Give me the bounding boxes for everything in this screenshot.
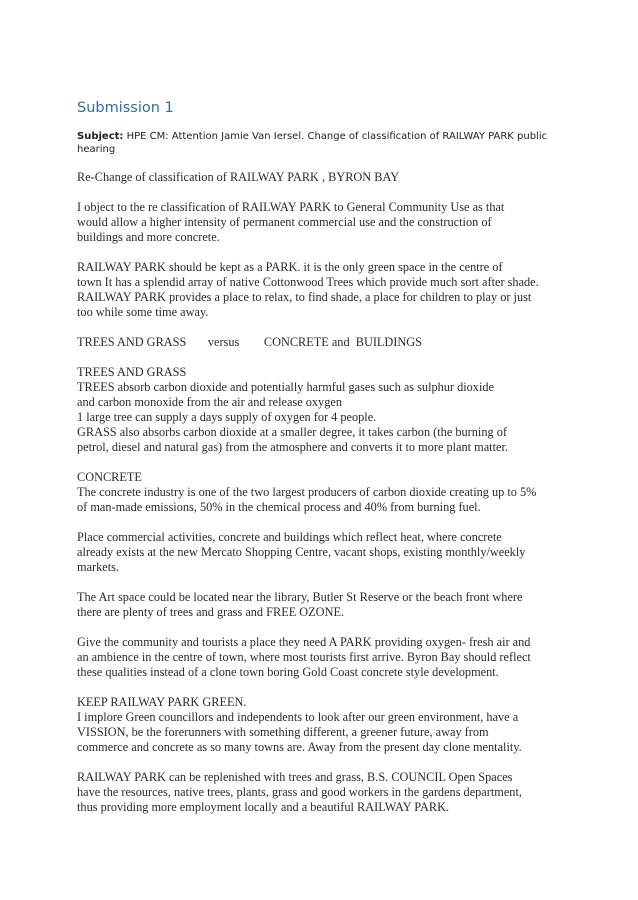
text-line: and carbon monoxide from the air and release oxygen <box>77 395 342 409</box>
paragraph <box>77 260 567 320</box>
text-line: I object to the re classification of RAILWAY PARK to General Community Use as that <box>77 200 505 214</box>
text-line: 1 large tree can supply a days supply of oxygen for 4 people. <box>77 410 377 424</box>
paragraph <box>77 590 567 620</box>
paragraph <box>77 365 567 455</box>
paragraph <box>77 470 567 515</box>
paragraph <box>77 530 567 575</box>
text-line: RAILWAY PARK provides a place to relax, to find shade, a place for children to play or just <box>77 290 532 304</box>
text-line: KEEP RAILWAY PARK GREEN. <box>77 695 247 709</box>
text-line: GRASS also absorbs carbon dioxide at a smaller degree, it takes carbon (the burning of <box>77 425 507 439</box>
text-line: buildings and more concrete. <box>77 230 220 244</box>
text-line: Re-Change of classification of RAILWAY PARK , BYRON BAY <box>77 170 400 184</box>
text-line: petrol, diesel and natural gas) from the atmosphere and converts it to more plant matter. <box>77 440 508 454</box>
paragraph <box>77 770 567 815</box>
text-line: TREES AND GRASS versus CONCRETE and BUILDINGS <box>77 335 423 349</box>
paragraph <box>77 635 567 680</box>
text-line: already exists at the new Mercato Shopping Centre, vacant shops, existing monthly/weekly <box>77 545 526 559</box>
paragraph <box>77 200 567 245</box>
text-line: there are plenty of trees and grass and FREE OZONE. <box>77 605 345 619</box>
subject-label: Subject: <box>77 131 124 142</box>
text-line: The Art space could be located near the library, Butler St Reserve or the beach front where <box>77 590 523 604</box>
text-line: TREES AND GRASS <box>77 365 187 379</box>
text-line: these qualities instead of a clone town boring Gold Coast concrete style development. <box>77 665 499 679</box>
text-line: have the resources, native trees, plants, grass and good workers in the gardens department, <box>77 785 522 799</box>
paragraph <box>77 335 567 350</box>
text-line: I implore Green councillors and independents to look after our green environment, have a <box>77 710 519 724</box>
document-content <box>77 100 567 830</box>
text-line: VISSION, be the forerunners with something different, a greener future, away from <box>77 725 489 739</box>
text-line: Give the community and tourists a place they need A PARK providing oxygen- fresh air and <box>77 635 531 649</box>
text-line: commerce and concrete as so many towns are. Away from the present day clone mentality. <box>77 740 522 754</box>
text-line: would allow a higher intensity of permanent commercial use and the construction of <box>77 215 492 229</box>
text-line: The concrete industry is one of the two largest producers of carbon dioxide creating up to 5% <box>77 485 537 499</box>
text-line: markets. <box>77 560 120 574</box>
text-line: of man-made emissions, 50% in the chemical process and 40% from burning fuel. <box>77 500 481 514</box>
text-line: CONCRETE <box>77 470 142 484</box>
paragraph <box>77 695 567 755</box>
submission-heading: Submission 1 <box>77 100 174 116</box>
paragraph <box>77 170 567 185</box>
text-line: Place commercial activities, concrete and buildings which reflect heat, where concrete <box>77 530 502 544</box>
text-line: TREES absorb carbon dioxide and potentially harmful gases such as sulphur dioxide <box>77 380 494 394</box>
text-line: an ambience in the centre of town, where most tourists first arrive. Byron Bay should reflect <box>77 650 531 664</box>
subject-text: HPE CM: Attention Jamie Van Iersel. Change of classification of RAILWAY PARK public hearing <box>77 131 548 155</box>
text-line: RAILWAY PARK should be kept as a PARK. it is the only green space in the centre of <box>77 260 503 274</box>
text-line: thus providing more employment locally and a beautiful RAILWAY PARK. <box>77 800 450 814</box>
letter-body <box>77 170 567 815</box>
text-line: town It has a splendid array of native Cottonwood Trees which provide much sort after shade. <box>77 275 539 289</box>
text-line: too while some time away. <box>77 305 209 319</box>
text-line: RAILWAY PARK can be replenished with trees and grass, B.S. COUNCIL Open Spaces <box>77 770 513 784</box>
subject-line <box>77 130 567 156</box>
